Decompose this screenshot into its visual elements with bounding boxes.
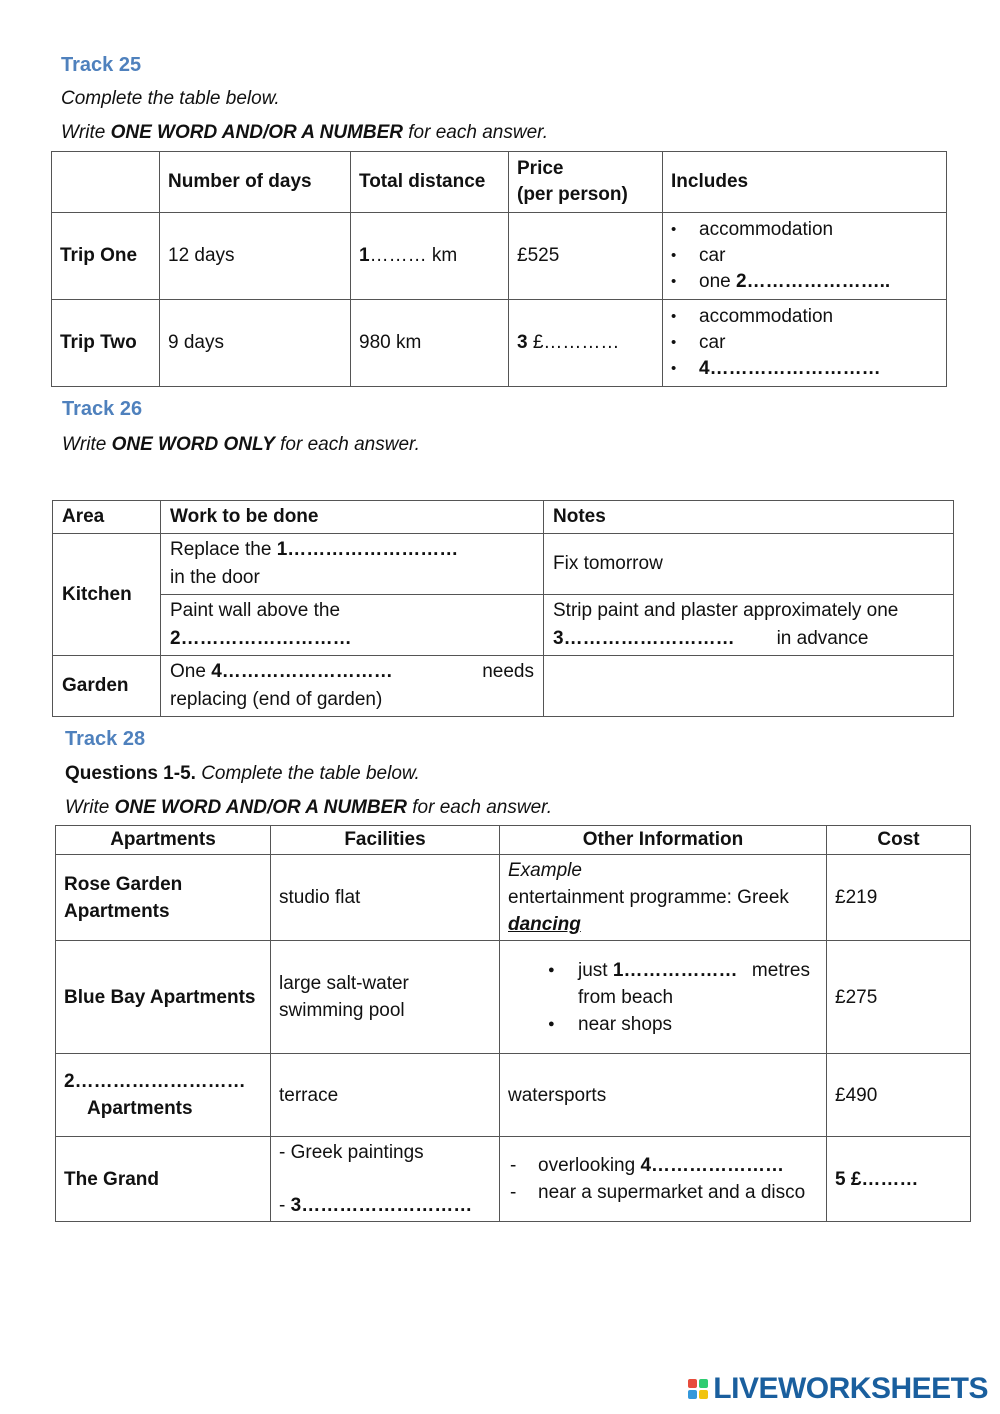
blue-bay-row bbox=[56, 941, 971, 1054]
cost[interactable]: 5 £……… bbox=[827, 1137, 971, 1222]
cost: £490 bbox=[827, 1054, 971, 1137]
third-apartment-row bbox=[56, 1054, 971, 1137]
rose-garden-row bbox=[56, 855, 971, 941]
header-price: Price (per person) bbox=[509, 152, 663, 213]
trip-price: £525 bbox=[509, 213, 663, 300]
includes-answer[interactable]: • one 2………………….. bbox=[671, 269, 938, 295]
info-item[interactable]: ● just 1……………… metres from beach bbox=[548, 957, 818, 1011]
grand-row bbox=[56, 1137, 971, 1222]
trip-days: 9 days bbox=[160, 300, 351, 387]
trip-distance: 980 km bbox=[351, 300, 509, 387]
header-notes: Notes bbox=[544, 501, 954, 534]
other-info[interactable] bbox=[500, 1137, 827, 1222]
facility: terrace bbox=[271, 1054, 500, 1137]
trip-days: 12 days bbox=[160, 213, 351, 300]
trip-label: Trip Two bbox=[52, 300, 160, 387]
cost: £219 bbox=[827, 855, 971, 941]
includes-answer[interactable]: • 4……………………… bbox=[671, 356, 938, 382]
header-total-distance: Total distance bbox=[351, 152, 509, 213]
trip-label: Trip One bbox=[52, 213, 160, 300]
area-kitchen: Kitchen bbox=[53, 534, 161, 656]
notes-cell[interactable]: Strip paint and plaster approximately one 3……………………… in advance bbox=[544, 595, 954, 656]
apartment-name[interactable]: 2……………………… Apartments bbox=[56, 1054, 271, 1137]
trip-two-row bbox=[52, 300, 947, 387]
header-work: Work to be done bbox=[161, 501, 544, 534]
trip-includes bbox=[663, 300, 947, 387]
track-28-table bbox=[55, 825, 971, 1222]
trip-distance[interactable]: 1……… km bbox=[351, 213, 509, 300]
apartment-name: Blue Bay Apartments bbox=[56, 941, 271, 1054]
track-25-heading: Track 25 bbox=[61, 54, 142, 76]
work-cell[interactable]: Paint wall above the 2……………………… bbox=[161, 595, 544, 656]
track-28-heading: Track 28 bbox=[65, 728, 146, 750]
info-item: ● near shops bbox=[548, 1011, 818, 1038]
track-26-instruction: Write ONE WORD ONLY for each answer. bbox=[62, 434, 420, 455]
header-facilities: Facilities bbox=[271, 826, 500, 855]
notes-cell: Fix tomorrow bbox=[544, 534, 954, 595]
header-number-of-days: Number of days bbox=[160, 152, 351, 213]
info-item[interactable]: - overlooking 4………………… bbox=[508, 1152, 818, 1179]
header-cost: Cost bbox=[827, 826, 971, 855]
track-25-instruction-1: Complete the table below. bbox=[61, 88, 280, 109]
header-area: Area bbox=[53, 501, 161, 534]
track-25-instruction-2: Write ONE WORD AND/OR A NUMBER for each answer. bbox=[61, 122, 549, 143]
facility[interactable]: - Greek paintings - 3……………………… bbox=[271, 1137, 500, 1222]
logo-mark-icon bbox=[688, 1379, 708, 1399]
info-item: - near a supermarket and a disco bbox=[508, 1179, 818, 1206]
includes-item: • car bbox=[671, 330, 938, 356]
header-apartments: Apartments bbox=[56, 826, 271, 855]
includes-item: • car bbox=[671, 243, 938, 269]
header-other-info: Other Information bbox=[500, 826, 827, 855]
header-blank bbox=[52, 152, 160, 213]
area-garden: Garden bbox=[53, 656, 161, 717]
other-info: Example entertainment programme: Greek dancing bbox=[500, 855, 827, 941]
apartment-name: The Grand bbox=[56, 1137, 271, 1222]
work-cell[interactable]: Replace the 1……………………… in the door bbox=[161, 534, 544, 595]
other-info[interactable] bbox=[500, 941, 827, 1054]
trip-includes bbox=[663, 213, 947, 300]
work-cell[interactable]: One 4……………………… needs replacing (end of garden) bbox=[161, 656, 544, 717]
other-info: watersports bbox=[500, 1054, 827, 1137]
track-28-questions: Questions 1-5. Complete the table below. bbox=[65, 763, 420, 784]
apartment-name: Rose Garden Apartments bbox=[56, 855, 271, 941]
track-26-table bbox=[52, 500, 954, 717]
track-26-heading: Track 26 bbox=[62, 398, 143, 420]
logo-text: LIVEWORKSHEETS bbox=[713, 1372, 988, 1405]
trip-price[interactable]: 3 £………… bbox=[509, 300, 663, 387]
trip-one-row bbox=[52, 213, 947, 300]
track-28-instruction: Write ONE WORD AND/OR A NUMBER for each answer. bbox=[65, 797, 553, 818]
facility: large salt-water swimming pool bbox=[271, 941, 500, 1054]
includes-item: • accommodation bbox=[671, 304, 938, 330]
notes-cell bbox=[544, 656, 954, 717]
cost: £275 bbox=[827, 941, 971, 1054]
facility: studio flat bbox=[271, 855, 500, 941]
liveworksheets-logo bbox=[688, 1372, 988, 1406]
track-25-table bbox=[51, 151, 947, 387]
includes-item: • accommodation bbox=[671, 217, 938, 243]
header-includes: Includes bbox=[663, 152, 947, 213]
